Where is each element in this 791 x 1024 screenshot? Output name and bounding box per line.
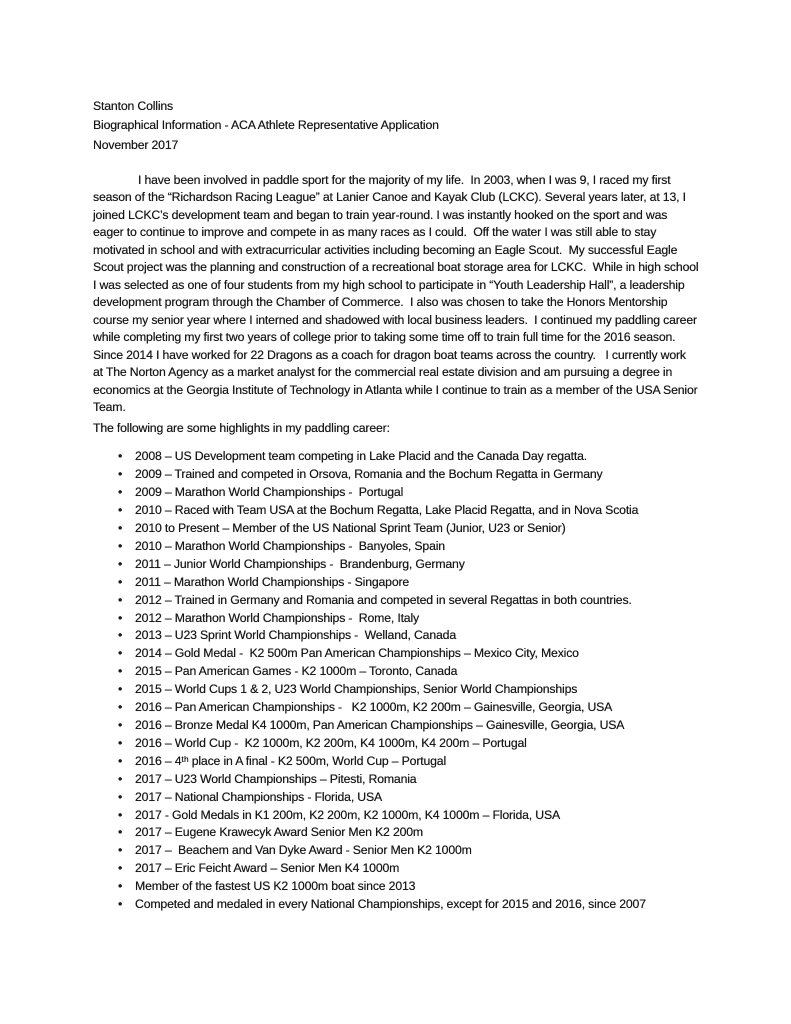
highlight-item: • Member of the fastest US K2 1000m boat since 2013	[93, 878, 699, 896]
highlight-item: • 2016 – 4ᵗʰ place in A final - K2 500m, World Cup – Portugal	[93, 753, 699, 771]
highlight-item: • 2009 – Trained and competed in Orsova, Romania and the Bochum Regatta in Germany	[93, 466, 699, 484]
document-date: November 2017	[93, 137, 179, 152]
highlight-item: • 2011 – Junior World Championships - Brandenburg, Germany	[93, 556, 699, 574]
highlight-item: • 2015 – World Cups 1 & 2, U23 World Championships, Senior World Championships	[93, 681, 699, 699]
highlight-item: • 2010 – Marathon World Championships - Banyoles, Spain	[93, 538, 699, 556]
highlight-item: • 2014 – Gold Medal - K2 500m Pan American Championships – Mexico City, Mexico	[93, 645, 699, 663]
highlight-item: • 2012 – Marathon World Championships - Rome, Italy	[93, 610, 699, 628]
highlight-item: • 2015 – Pan American Games - K2 1000m – Toronto, Canada	[93, 663, 699, 681]
highlight-item: • 2010 to Present – Member of the US National Sprint Team (Junior, U23 or Senior)	[93, 520, 699, 538]
highlight-item: • 2017 – Beachem and Van Dyke Award - Senior Men K2 1000m	[93, 842, 699, 860]
document-title: Biographical Information - ACA Athlete Representative Application	[93, 118, 439, 133]
highlight-item: • 2009 – Marathon World Championships - Portugal	[93, 484, 699, 502]
highlight-item: • 2017 - Gold Medals in K1 200m, K2 200m, K2 1000m, K4 1000m – Florida, USA	[93, 807, 699, 825]
highlight-item: • Competed and medaled in every National Championships, except for 2015 and 2016, since 2007	[93, 896, 699, 914]
highlight-item: • 2010 – Raced with Team USA at the Bochum Regatta, Lake Placid Regatta, and in Nova Scotia	[93, 502, 699, 520]
highlight-item: • 2016 – Bronze Medal K4 1000m, Pan American Championships – Gainesville, Georgia, USA	[93, 717, 699, 735]
author-name: Stanton Collins	[93, 99, 174, 113]
highlight-item: • 2017 – Eric Feicht Award – Senior Men K4 1000m	[93, 860, 699, 878]
document-header	[93, 97, 699, 155]
highlight-item: • 2012 – Trained in Germany and Romania and competed in several Regattas in both countries.	[93, 592, 699, 610]
highlights-intro: The following are some highlights in my paddling career:	[93, 420, 390, 435]
highlight-item: • 2017 – Eugene Krawecyk Award Senior Men K2 200m	[93, 824, 699, 842]
highlight-item: • 2017 – National Championships - Florida, USA	[93, 789, 699, 807]
highlight-item: • 2011 – Marathon World Championships - Singapore	[93, 574, 699, 592]
highlight-item: • 2008 – US Development team competing in Lake Placid and the Canada Day regatta.	[93, 448, 699, 466]
highlight-item: • 2016 – Pan American Championships - K2 1000m, K2 200m – Gainesville, Georgia, USA	[93, 699, 699, 717]
highlight-item: • 2016 – World Cup - K2 1000m, K2 200m, K4 1000m, K4 200m – Portugal	[93, 735, 699, 753]
highlights-list	[93, 448, 699, 914]
bio-paragraph: I have been involved in paddle sport for the majority of my life. In 2003, when I was 9, I raced my first season of the “Richardson Racing League” at Lanier Canoe and Kayak Club (LCKC). Several years later, at 13, I joined LCKC’s development team and began to train year-round. I was instantly hooked on the sport and was eager to continue to improve and compete in as many races as I could. Off the water I was still able to stay motivated in school and with extracurricular activities including becoming an Eagle Scout. My successful Eagle Scout project was the planning and construction of a recreational boat storage area for LCKC. While in high school I was selected as one of four students from my high school to participate in “Youth Leadership Hall”, a leadership development program through the Chamber of Commerce. I also was chosen to take the Honors Mentorship course my senior year where I interned and shadowed with local business leaders. I continued my paddling career while completing my first two years of college prior to taking some time off to train full time for the 2016 season. Since 2014 I have worked for 22 Dragons as a coach for dragon boat teams across the country. I currently work at The Norton Agency as a market analyst for the commercial real estate division and am pursuing a degree in economics at the Georgia Institute of Technology in Atlanta while I continue to train as a member of the USA Senior Team.	[93, 172, 702, 415]
highlight-item: • 2017 – U23 World Championships – Pitesti, Romania	[93, 771, 699, 789]
highlight-item: • 2013 – U23 Sprint World Championships - Welland, Canada	[93, 627, 699, 645]
